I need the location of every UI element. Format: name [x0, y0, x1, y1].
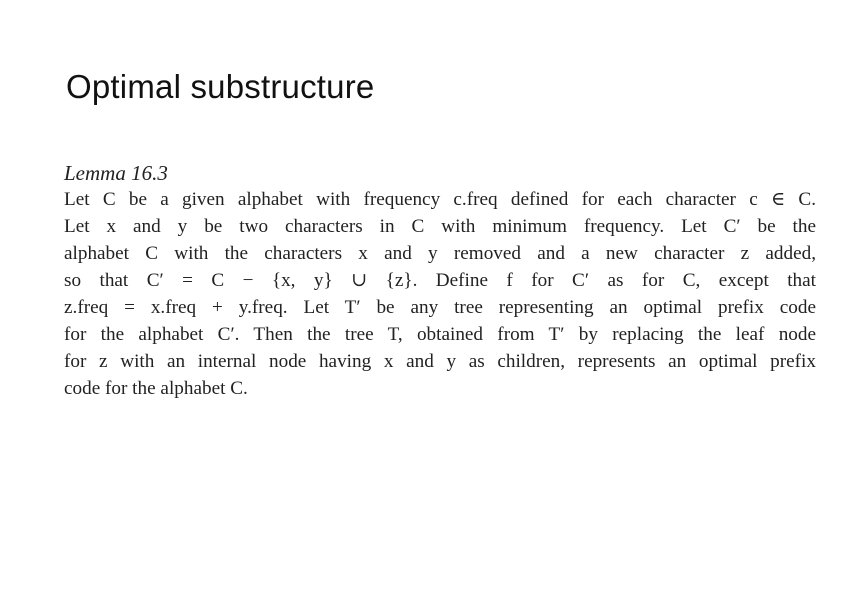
- lemma-line: code for the alphabet C.: [64, 378, 248, 399]
- lemma-line: Let x and y be two characters in C with minimum frequency. Let C′ be the: [64, 216, 816, 237]
- lemma-line: so that C′ = C − {x, y} ∪ {z}. Define f for C′ as for C, except that: [64, 270, 816, 291]
- lemma-line: alphabet C with the characters x and y removed and a new character z added,: [64, 243, 816, 264]
- lemma-text-block: [64, 160, 816, 402]
- lemma-line: Let C be a given alphabet with frequency c.freq defined for each character c ∈ C.: [64, 189, 816, 210]
- lemma-line: z.freq = x.freq + y.freq. Let T′ be any tree representing an optimal prefix code: [64, 297, 816, 318]
- slide-title: Optimal substructure: [66, 68, 375, 105]
- lemma-line: for z with an internal node having x and y as children, represents an optimal prefix: [64, 351, 816, 372]
- lemma-heading: Lemma 16.3: [64, 161, 168, 185]
- lemma-line: for the alphabet C′. Then the tree T, obtained from T′ by replacing the leaf node: [64, 324, 816, 345]
